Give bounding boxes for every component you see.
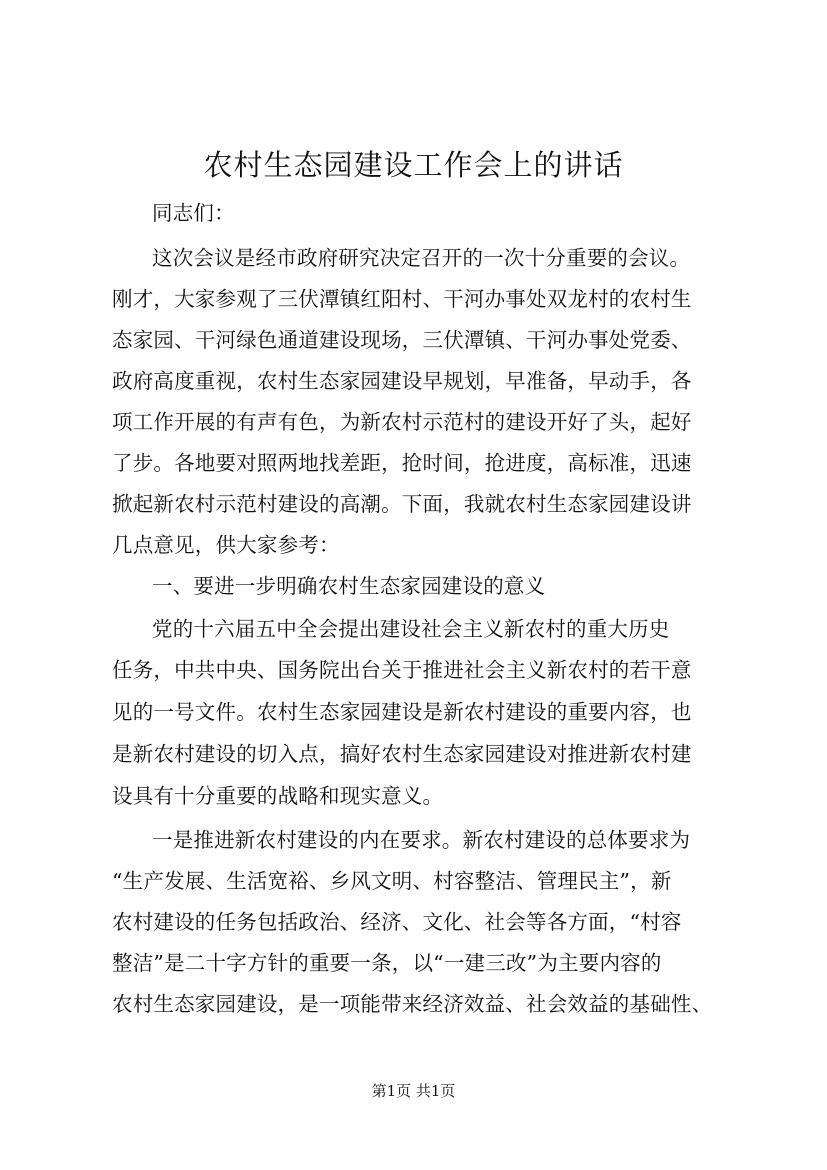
paragraph-line: 一是推进新农村建设的内在要求。新农村建设的总体要求为	[152, 828, 691, 852]
paragraph-line: 农村生态家园建设，是一项能带来经济效益、社会效益的基础性、	[112, 992, 713, 1016]
paragraph-line: 掀起新农村示范村建设的高潮。下面，我就农村生态家园建设讲	[112, 492, 692, 516]
paragraph-line: 任务，中共中央、国务院出台关于推进社会主义新农村的若干意	[112, 658, 692, 682]
document-title: 农村生态园建设工作会上的讲话	[203, 148, 624, 182]
section-heading: 一、要进一步明确农村生态家园建设的意义	[152, 574, 546, 598]
paragraph-line: 了步。各地要对照两地找差距，抢时间，抢进度，高标准，迅速	[112, 451, 692, 475]
paragraph-line: 政府高度重视，农村生态家园建设早规划，早准备，早动手，各	[112, 369, 692, 393]
paragraph-line: 农村建设的任务包括政治、经济、文化、社会等各方面，“村容	[112, 910, 682, 934]
paragraph-line: 整洁”是二十字方针的重要一条，以“一建三改”为主要内容的	[112, 951, 662, 975]
paragraph-line: 见的一号文件。农村生态家园建设是新农村建设的重要内容，也	[112, 700, 692, 724]
paragraph-line: 态家园、干河绿色通道建设现场，三伏潭镇、干河办事处党委、	[112, 328, 692, 352]
paragraph-line: 刚才，大家参观了三伏潭镇红阳村、干河办事处双龙村的农村生	[112, 287, 692, 311]
paragraph-line: 这次会议是经市政府研究决定召开的一次十分重要的会议。	[152, 246, 691, 270]
paragraph-line: “生产发展、生活宽裕、乡风文明、村容整洁、管理民主”，新	[112, 869, 672, 893]
paragraph-line: 是新农村建设的切入点，搞好农村生态家园建设对推进新农村建	[112, 742, 692, 766]
paragraph-line: 项工作开展的有声有色，为新农村示范村的建设开好了头，起好	[112, 410, 692, 434]
paragraph-line: 党的十六届五中全会提出建设社会主义新农村的重大历史	[152, 617, 670, 641]
salutation: 同志们：	[152, 201, 235, 225]
paragraph-line: 几点意见，供大家参考：	[112, 533, 340, 557]
paragraph-line: 设具有十分重要的战略和现实意义。	[112, 784, 444, 808]
page-number: 第1页 共1页	[371, 1082, 456, 1100]
